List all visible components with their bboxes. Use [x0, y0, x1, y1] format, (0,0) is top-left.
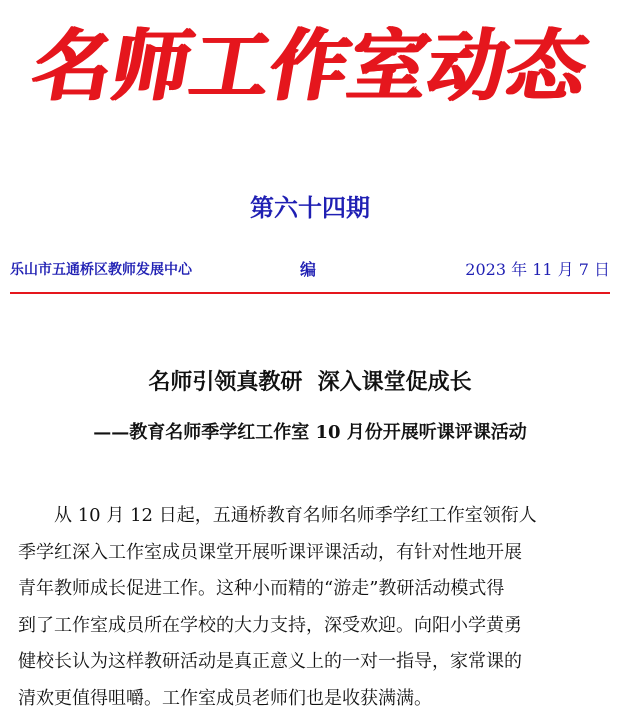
article-body-line: 到了工作室成员所在学校的大力支持，深受欢迎。向阳小学黄勇: [18, 614, 522, 636]
editor-mark: 编: [300, 260, 317, 279]
article-body-line: 季学红深入工作室成员课堂开展听课评课活动，有针对性地开展: [18, 541, 522, 563]
publisher-name: 乐山市五通桥区教师发展中心: [10, 262, 192, 278]
newsletter-masthead: 名师工作室动态: [25, 22, 595, 112]
article-subheadline: ——教育名师季学红工作室 10 月份开展听课评课活动: [93, 422, 527, 443]
article-body-line: 从 10 月 12 日起，五通桥教育名师名师季学红工作室领衔人: [54, 505, 537, 526]
article-headline: 名师引领真教研 深入课堂促成长: [148, 370, 472, 395]
publication-info-row: [10, 258, 610, 282]
article-body-line: 清欢更值得咀嚼。工作室成员老师们也是收获满满。: [18, 687, 432, 709]
article-body-line: 青年教师成长促进工作。这种小而精的“游走”教研活动模式得: [18, 578, 505, 600]
issue-number: 第六十四期: [250, 194, 370, 222]
article-body-line: 健校长认为这样教研活动是真正意义上的一对一指导，家常课的: [18, 651, 522, 673]
publication-date: 2023 年 11 月 7 日: [465, 260, 610, 279]
article-body: [18, 498, 606, 718]
header-divider: [10, 292, 610, 294]
